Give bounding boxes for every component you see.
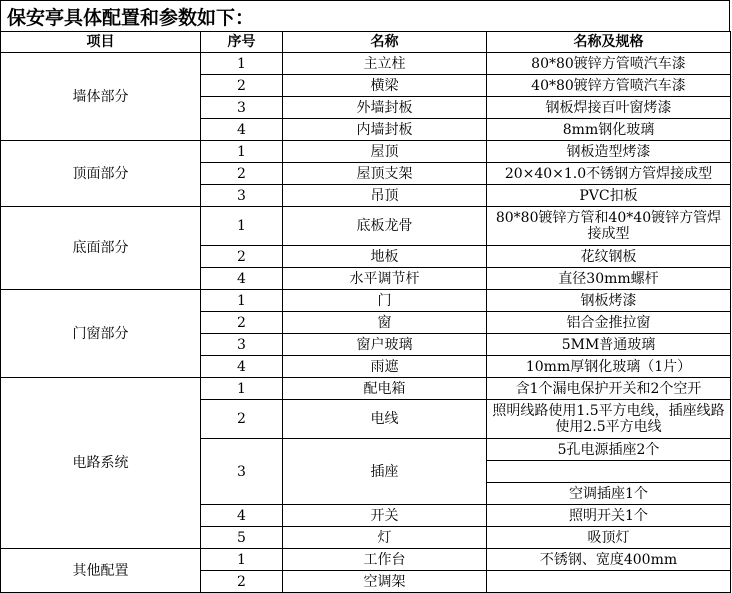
index-cell: 1 [201,378,283,400]
spec-cell: 花纹钢板 [487,246,731,268]
spec-cell: 直径30mm螺杆 [487,268,731,290]
spec-cell [487,461,731,483]
spec-cell: 照明开关1个 [487,505,731,527]
index-cell: 2 [201,75,283,97]
table-row [1,290,731,312]
category-cell: 其他配置 [1,549,201,593]
header-row [1,32,731,53]
table-row [1,141,731,163]
spec-table [0,31,731,593]
name-cell: 屋顶 [283,141,487,163]
header-name: 名称 [283,32,487,53]
spec-cell: 80*80镀锌方管和40*40镀锌方管焊接成型 [487,207,731,246]
table-row [1,53,731,75]
index-cell: 1 [201,207,283,246]
name-cell: 内墙封板 [283,119,487,141]
table-row [1,549,731,571]
spec-cell: 80*80镀锌方管喷汽车漆 [487,53,731,75]
spec-cell: 8mm钢化玻璃 [487,119,731,141]
header-spec: 名称及规格 [487,32,731,53]
name-cell: 空调架 [283,571,487,593]
spec-cell [487,571,731,593]
index-cell: 3 [201,97,283,119]
page-title: 保安亭具体配置和参数如下： [0,0,730,31]
name-cell: 工作台 [283,549,487,571]
name-cell: 窗 [283,312,487,334]
name-cell: 插座 [283,439,487,505]
name-cell: 横梁 [283,75,487,97]
name-cell: 开关 [283,505,487,527]
header-index: 序号 [201,32,283,53]
index-cell: 4 [201,119,283,141]
name-cell: 水平调节杆 [283,268,487,290]
category-cell: 底面部分 [1,207,201,290]
index-cell: 2 [201,312,283,334]
spec-cell: 20×40×1.0不锈钢方管焊接成型 [487,163,731,185]
name-cell: 地板 [283,246,487,268]
name-cell: 主立柱 [283,53,487,75]
name-cell: 窗户玻璃 [283,334,487,356]
spec-cell: 空调插座1个 [487,483,731,505]
spec-cell: 10mm厚钢化玻璃（1片） [487,356,731,378]
index-cell: 3 [201,439,283,505]
spec-cell: 含1个漏电保护开关和2个空开 [487,378,731,400]
index-cell: 2 [201,571,283,593]
name-cell: 门 [283,290,487,312]
spec-cell: 吸顶灯 [487,527,731,549]
category-cell: 电路系统 [1,378,201,549]
spec-cell: 5MM普通玻璃 [487,334,731,356]
name-cell: 底板龙骨 [283,207,487,246]
spec-cell: 照明线路使用1.5平方电线，插座线路使用2.5平方电线 [487,400,731,439]
spec-cell: 钢板造型烤漆 [487,141,731,163]
index-cell: 2 [201,246,283,268]
index-cell: 3 [201,334,283,356]
name-cell: 吊顶 [283,185,487,207]
name-cell: 屋顶支架 [283,163,487,185]
index-cell: 2 [201,163,283,185]
spec-cell: PVC扣板 [487,185,731,207]
name-cell: 配电箱 [283,378,487,400]
index-cell: 4 [201,505,283,527]
index-cell: 2 [201,400,283,439]
name-cell: 电线 [283,400,487,439]
spec-cell: 钢板烤漆 [487,290,731,312]
category-cell: 门窗部分 [1,290,201,378]
header-category: 项目 [1,32,201,53]
index-cell: 4 [201,356,283,378]
index-cell: 3 [201,185,283,207]
index-cell: 4 [201,268,283,290]
category-cell: 顶面部分 [1,141,201,207]
table-row [1,207,731,246]
name-cell: 灯 [283,527,487,549]
spec-cell: 铝合金推拉窗 [487,312,731,334]
table-row [1,378,731,400]
index-cell: 1 [201,53,283,75]
spec-cell: 5孔电源插座2个 [487,439,731,461]
index-cell: 1 [201,141,283,163]
name-cell: 雨遮 [283,356,487,378]
spec-cell: 不锈钢、宽度400mm [487,549,731,571]
category-cell: 墙体部分 [1,53,201,141]
name-cell: 外墙封板 [283,97,487,119]
spec-cell: 40*80镀锌方管喷汽车漆 [487,75,731,97]
index-cell: 1 [201,549,283,571]
index-cell: 1 [201,290,283,312]
spec-cell: 钢板焊接百叶窗烤漆 [487,97,731,119]
index-cell: 5 [201,527,283,549]
